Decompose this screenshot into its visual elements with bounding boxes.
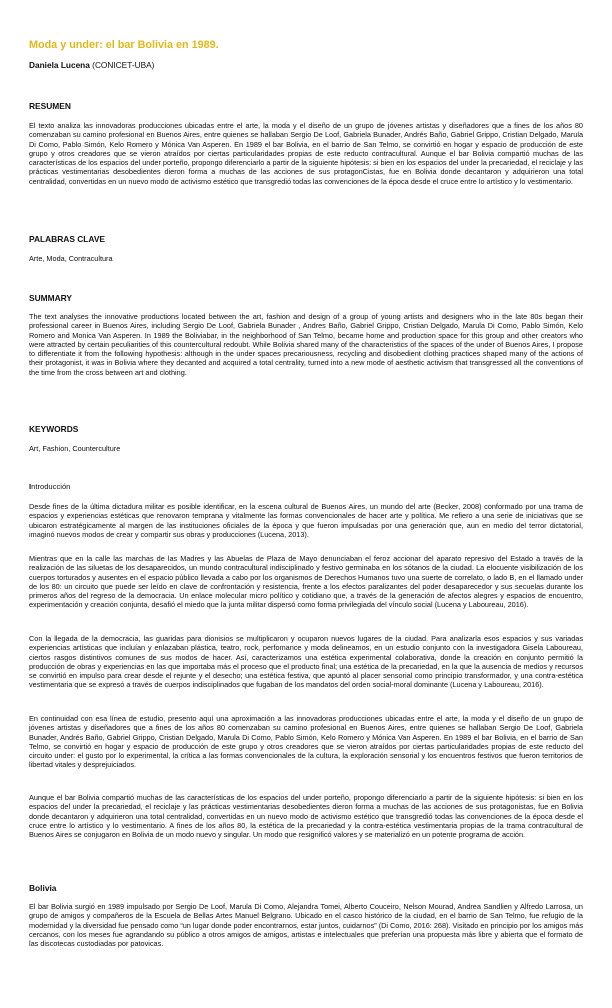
author-name: Daniela Lucena xyxy=(29,60,90,70)
summary-heading: SUMMARY xyxy=(29,293,72,303)
palabras-clave-heading: PALABRAS CLAVE xyxy=(29,234,105,244)
author-affiliation: (CONICET-UBA) xyxy=(89,60,155,70)
intro-paragraph: Desde fines de la última dictadura militar es posible identificar, en la escena cultural de Buenos Aires, un mundo del arte (Becker, 2008) conformado por una trama de espacios y experiencias estéticas que renovaron temprana y vitalmente las formas convencionales de hacer arte y política. Me refiero a una serie de iniciativas que se ubicaron estratégicamente al margen de las instituciones oficiales de la época y que fueron impulsadas por una generación que, aun en medio del terror dictatorial, imaginó nuevos modos de crear y compartir sus obras y producciones (Lucena, 2013). xyxy=(29,502,583,539)
keywords-heading: KEYWORDS xyxy=(29,424,79,434)
palabras-clave-body: Arte, Moda, Contracultura xyxy=(29,254,113,263)
bolivia-body: El bar Bolivia surgió en 1989 impulsado por Sergio De Loof, Marula Di Como, Alejandra Tomei, Alberto Couceiro, Nelson Mourad, Andrea Sandlien y Alfredo Larrosa, un grupo de amigos y compañeros de la Escuela de Bellas Artes Manuel Belgrano. Ubicado en el casco histórico de la ciudad, en el barrio de San Telmo, fue refugio de la modernidad y la diversidad fue pensado como “un lugar donde poder encontrarnos, estar juntos, cuidarnos” (Di Como, 2016: 268). Visitado en principio por los amigos más cercanos, con los meses fue agrandando su público a otros amigos de amigos, artistas e intelectuales que preferían una propuesta más libre y abierta que el formato de las discotecas custodiadas por patovicas. xyxy=(29,902,583,948)
introduccion-heading-initial: I xyxy=(29,482,32,491)
resumen-body: El texto analiza las innovadoras producciones ubicadas entre el arte, la moda y el diseño de un grupo de jóvenes artistas y diseñadores que a fines de los años 80 comenzaban su camino profesional en Buenos Aires, entre quienes se hallaban Sergio De Loof, Gabriela Bunader, Andrés Baño, Gabriel Grippo, Cristian Delgado, Marula Di Como, Pablo Simón, Kelo Romero y Mónica Van Asperen. En 1989 el bar Bolivia, en el barrio de San Telmo, se convirtió en hogar y espacio de producción de este grupo y otros creadores que se vieron atraídos por ciertas particularidades propias de este reducto contracultural. Aunque el bar Bolivia compartió muchas de las características de los espacios del under porteño, propongo diferenciarlo a partir de la siguiente hipótesis: si bien en los espacios del under la precariedad, el reciclaje y las prácticas vestimentarias desobedientes dieron forma a muchas de las acciones de sus protagonCistas, fue en Bolivia donde decantaron y adquirieron una total centralidad, convertidas en un nuevo modo de activismo estético que transgredió todas las convenciones de la época desde el cruce entre lo artístico y lo vestimentario. xyxy=(29,121,583,186)
intro-paragraph: En continuidad con esa línea de estudio, presento aquí una aproximación a las innovadoras producciones ubicadas entre el arte, la moda y el diseño de un grupo de jóvenes artistas y diseñadores que a fines de los años 80 comenzaban su camino profesional en Buenos Aires, entre quienes se hallaban Sergio De Loof, Gabriela Bunader, Andrés Baño, Gabriel Grippo, Cristian Delgado, Marula Di Como, Pablo Simón, Kelo Romero y Mónica Van Asperen. En 1989 el bar Bolivia, en el barrio de San Telmo, se convirtió en hogar y espacio de producción de este grupo y otros creadores que se vieron atraídos por ciertas particularidades propias de este reducto del circuito under: el gusto por lo experimental, la crítica a las formas convencionales de la cultura, la exploración sensorial y los encuentros festivos que fueron territorios de libertad vitales y desprejuiciados. xyxy=(29,714,583,770)
intro-paragraph: Aunque el bar Bolivia compartió muchas de las características de los espacios del under porteño, propongo diferenciarlo a partir de la siguiente hipótesis: si bien en los espacios del under la precariedad, el reciclaje y las prácticas vestimentarias desobedientes dieron forma a muchas de las acciones de sus protagonistas, fue en Bolivia donde decantaron y adquirieron una total centralidad, convertidas en un nuevo modo de activismo estético que transgredió todas las convenciones de la época desde el cruce entre lo artístico y lo vestimentario. A fines de los años 80, la estética de la precariedad y la contra-estética vestimentaria propias de la trama contracultural de Buenos Aires se conjugaron en Bolivia de un modo nuevo y singular. Un modo que resignificó valores y se materializó en un potente programa de acción. xyxy=(29,793,583,839)
summary-body: The text analyses the innovative productions located between the art, fashion and design of a group of young artists and designers who in the late 80s began their professional career in Buenos Aires, including Sergio De Loof, Gabriela Bunader , Andres Baño, Gabriel Grippo, Cristian Delgado, Marula Di Como, Pablo Simón, Kelo Romero and Monica Van Asperen. In 1989 the Boliviabar, in the neighborhood of San Telmo, became home and production space for this group and other creators who were attracted by certain peculiarities of this countercultural redoubt. While Bolivia shared many of the characteristics of the spaces of the under of Buenos Aires, I propose to differentiate it from the following hypothesis: although in the under spaces precariousness, recycling and disobedient clothing practices shaped many of the actions of their protagonist, it was in Bolivia where they decanted and acquired a total centrality, turned into a new mode of aesthetic activism that transgressed all the conventions of the time from the cross between art and clothing. xyxy=(29,312,583,377)
author-line xyxy=(29,60,154,70)
intro-paragraph: Con la llegada de la democracia, las guaridas para dionisios se multiplicaron y ocuparon nuevos lugares de la ciudad. Para analizarla esos espacios y sus variadas experiencias artísticas que incluían y enlazaban plástica, teatro, rock, perfomance y moda delineamos, en un estudio conjunto con la investigadora Gisela Laboureau, ciertos rasgos distintivos comunes de sus modos de hacer. Así, caracterizamos una estética experimental colaborativa, donde la creación en conjunto permitió la producción de obras y experiencias en las que importaba más el proceso que el producto final; una estética de la precariedad, en la que la ausencia de medios y recursos se convirtió en impulso para crear desde el rejunte y el desecho; una estética festiva, que apuntó al placer sensorial como principio transformador, y una contra-estética vestimentaria que se expresó a través de cuerpos indisciplinados que fugaban de los mandatos del orden social-moral dominante (Lucena y Laboureau, 2016). xyxy=(29,634,583,690)
introduccion-heading-rest: ntroducción xyxy=(31,482,71,491)
keywords-body: Art, Fashion, Counterculture xyxy=(29,444,121,453)
article-title: Moda y under: el bar Bolivia en 1989. xyxy=(29,39,219,51)
intro-paragraph: Mientras que en la calle las marchas de las Madres y las Abuelas de Plaza de Mayo denunciaban el feroz accionar del aparato represivo del Estado a través de la realización de las siluetas de los desaparecidos, un mundo contracultural indisciplinado y festivo germinaba en los sótanos de la ciudad. La elocuente visibilización de los cuerpos torturados y ausentes en el espacio público llevada a cabo por los organismos de Derechos Humanos tuvo una suerte de correlato, o lado B, en el llamado under de los 80: un circuito que puede ser leído en clave de confrontación y resistencia, frente a los efectos paralizantes del poder desaparecedor y sus secuelas durante los primeros años del regreso de la democracia. Un enlace molecular micro político y cotidiano que, a través de la generación de afectos alegres y espacios de encuentro, experimentación y creación conjunta, desafió el miedo que la junta militar dispersó como forma privilegiada del vínculo social (Lucena y Laboureau, 2016). xyxy=(29,554,583,610)
bolivia-heading: Bolivia xyxy=(29,883,57,893)
introduccion-heading xyxy=(29,482,70,491)
resumen-heading: RESUMEN xyxy=(29,101,71,111)
